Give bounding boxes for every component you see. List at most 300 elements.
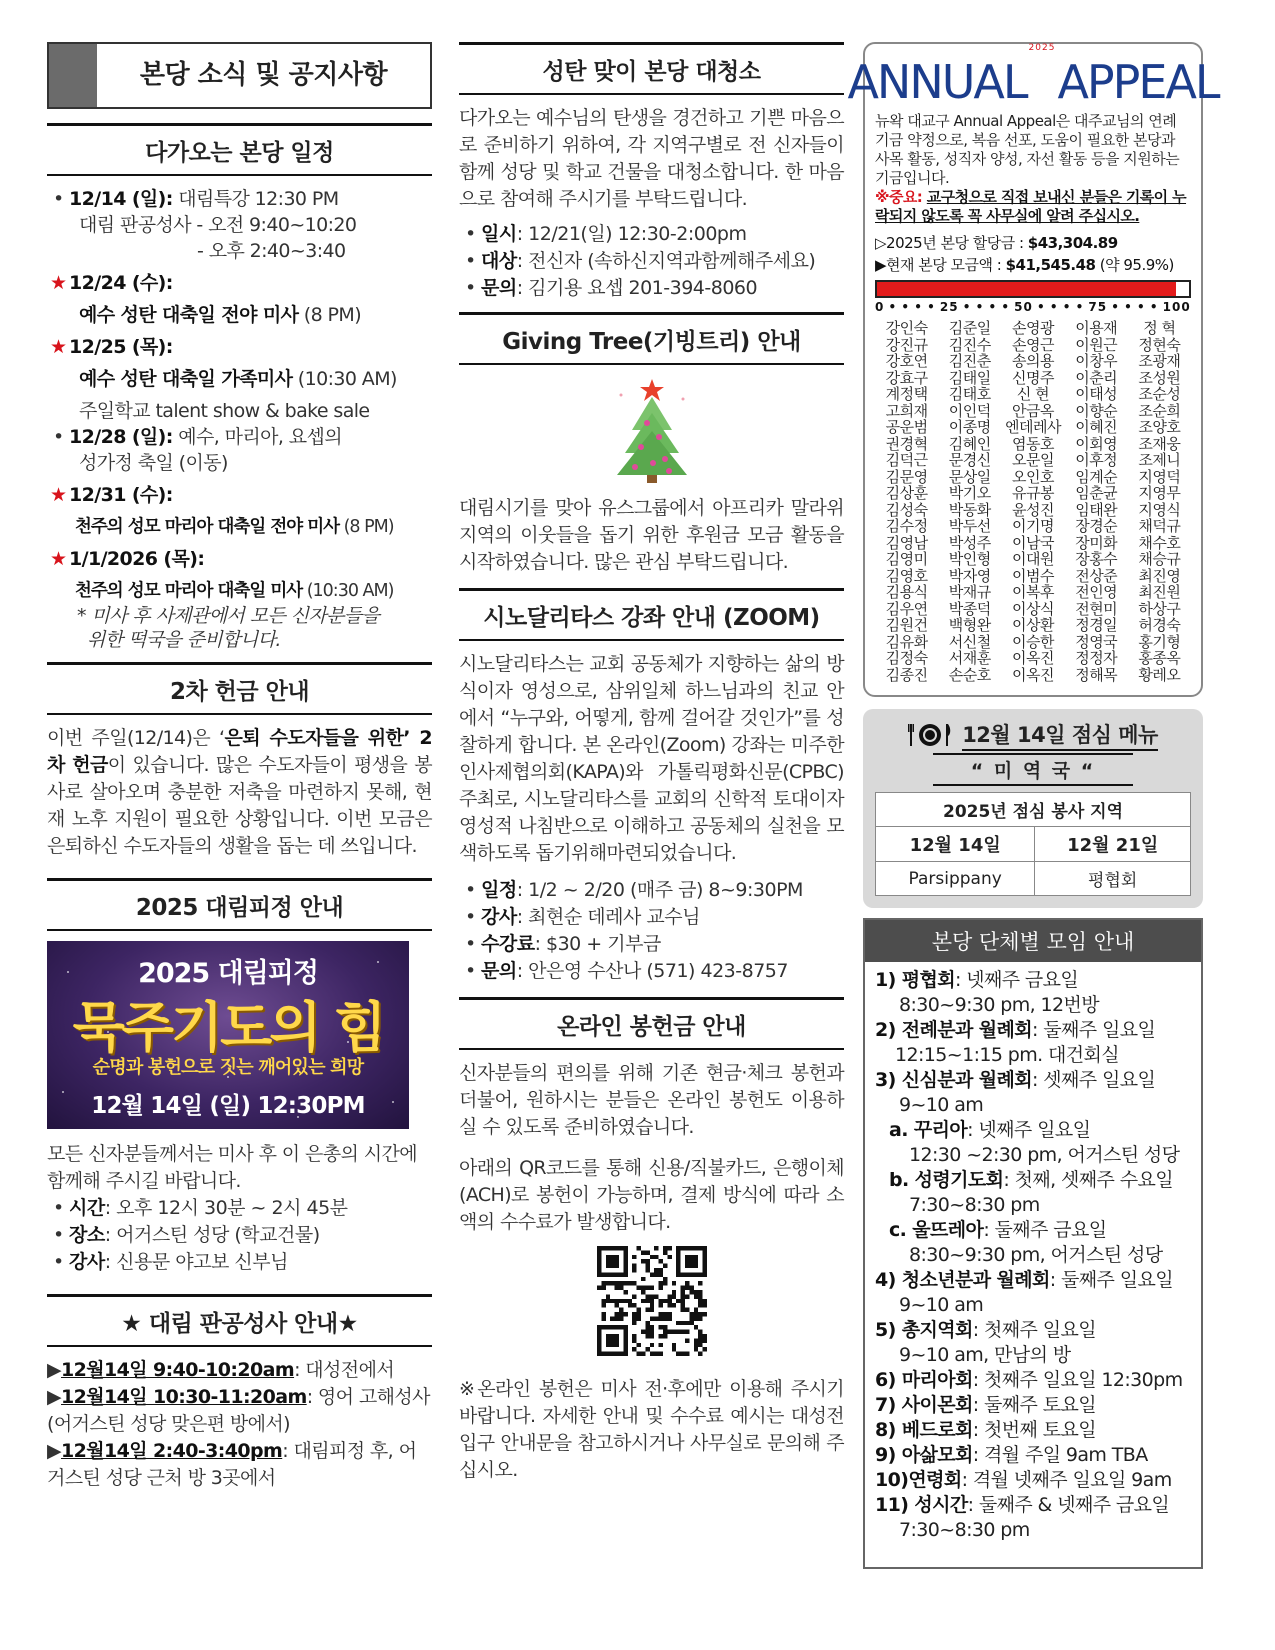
detail-key: 대상 [481, 250, 517, 272]
lunch-title-row [875, 719, 1191, 751]
progress-scale [875, 300, 1191, 314]
schedule-text: 성가정 축일 (이동) [79, 452, 228, 474]
current-percent: (약 95.9%) [1095, 256, 1174, 274]
donor-name: 신명주 [1012, 368, 1054, 387]
group-time: : 셋째주 일요일 [1032, 1069, 1156, 1091]
donor-name: 이혜진 [1075, 418, 1118, 436]
group-name: 6) 마리아회 [875, 1369, 973, 1391]
donor-name: 장미화 [1075, 533, 1118, 552]
service-date: 12월 14일 [876, 827, 1035, 862]
synodal-heading: 시노달리타스 강좌 안내 (ZOOM) [459, 588, 844, 641]
schedule-item [47, 546, 432, 572]
group-detail: 9~10 am, 만남의 방 [899, 1344, 1071, 1366]
lunch-title: 12월 14일 점심 메뉴 [962, 719, 1158, 751]
donor-name: 이태성 [1075, 385, 1118, 403]
collection-text [47, 725, 432, 860]
group-item [875, 1443, 1191, 1468]
group-item [875, 1368, 1191, 1393]
group-time: : 둘째주 일요일 [1032, 1019, 1156, 1041]
main-title-box [47, 42, 432, 109]
donor-name: 이복후 [1012, 583, 1054, 601]
donor-name: 오문일 [1012, 451, 1054, 469]
group-name: 10)연령회 [875, 1469, 962, 1491]
confession-list [47, 1357, 432, 1492]
donor-name: 강효구 [885, 368, 928, 387]
detail-value: : $30 + 기부금 [534, 933, 661, 955]
donor-name: 조광재 [1138, 352, 1181, 370]
banner-title: 2025 대림피정 [138, 958, 318, 989]
schedule-text [47, 302, 432, 328]
christmas-tree-icon [607, 375, 697, 485]
current-value: $41,545.48 [1005, 256, 1096, 274]
donor-name: 이후정 [1075, 451, 1118, 469]
donor-name: 김원건 [885, 616, 928, 634]
retreat-banner [47, 941, 409, 1129]
donor-name: 조순희 [1138, 401, 1181, 420]
donor-name: 장경순 [1075, 517, 1118, 535]
donor-name: 이회영 [1075, 434, 1118, 453]
column-middle [459, 42, 844, 1484]
detail-key: 문의 [481, 960, 517, 982]
donor-name: 김성숙 [885, 500, 928, 519]
detail-value: : 1/2 ~ 2/20 (매주 금) 8~9:30PM [516, 879, 803, 901]
mass-time: (8 PM) [339, 517, 394, 537]
scale-tick: 100 [1162, 300, 1191, 314]
donor-name: 염동호 [1012, 434, 1054, 453]
donor-name: 계정택 [885, 385, 928, 403]
donor-name: 최진영 [1138, 566, 1181, 585]
scale-tick: • [1124, 300, 1133, 314]
donor-name: 정해목 [1075, 665, 1118, 684]
group-detail: 8:30~9:30 pm, 12번방 [899, 994, 1100, 1016]
scale-tick: • [914, 300, 923, 314]
donor-name: 김준일 [948, 319, 991, 337]
group-item [875, 1218, 1191, 1243]
group-name: 9) 아삶모회 [875, 1444, 973, 1466]
donor-name: 김태일 [948, 368, 991, 387]
scale-tick: 50 [1014, 300, 1033, 314]
donor-name: 강인숙 [885, 319, 928, 337]
schedule-text: 주일학교 talent show & bake sale [79, 400, 370, 422]
schedule-date: 12/31 (수): [69, 484, 173, 506]
donor-name: 박기오 [948, 484, 991, 502]
scale-tick: • [1037, 300, 1046, 314]
scale-tick: • [988, 300, 998, 314]
group-detail: 7:30~8:30 pm [899, 1519, 1030, 1541]
scale-tick: 25 [939, 300, 959, 314]
online-heading: 온라인 봉헌금 안내 [459, 997, 844, 1050]
retreat-heading: 2025 대림피정 안내 [47, 878, 432, 931]
donor-name: 서재훈 [948, 649, 991, 667]
schedule-date: 12/25 (목): [69, 336, 173, 358]
donor-name: 엔데레사 [1005, 418, 1061, 436]
detail-value: : 신용문 야고보 신부님 [104, 1251, 288, 1273]
donor-name: 공운범 [885, 418, 928, 436]
donor-name: 지영무 [1138, 484, 1181, 502]
donor-name: 박동화 [948, 500, 991, 519]
qr-code-icon[interactable] [597, 1246, 707, 1356]
group-name: 8) 베드로회 [875, 1419, 973, 1441]
donor-name: 조제니 [1138, 451, 1181, 469]
schedule-heading: 다가오는 본당 일정 [47, 123, 432, 176]
donor-name: 박성주 [948, 533, 991, 552]
donor-name: 이춘리 [1075, 368, 1118, 387]
donor-name: 이범수 [1012, 566, 1054, 585]
donor-name: 고희재 [885, 401, 928, 420]
group-name: 11) 성시간 [875, 1494, 968, 1516]
donor-name: 이옥진 [1012, 649, 1054, 667]
synodal-details [459, 877, 844, 985]
group-item [875, 1268, 1191, 1293]
donor-name: 문상일 [948, 467, 991, 486]
schedule-text: 대림특강 12:30 PM [172, 188, 339, 210]
group-item [875, 968, 1191, 993]
title-accent-bar [49, 44, 97, 107]
schedule-item [47, 186, 432, 212]
detail-value: : 김기용 요셉 201-394-8060 [516, 277, 758, 299]
donor-name: 전현미 [1075, 599, 1118, 618]
donor-name: 이용재 [1075, 319, 1118, 337]
collection-heading: 2차 헌금 안내 [47, 662, 432, 715]
banner-date: 12월 14일 (일) 12:30PM [91, 1093, 365, 1119]
detail-value: : 오후 12시 30분 ~ 2시 45분 [104, 1197, 348, 1219]
donor-name: 유규봉 [1012, 484, 1054, 502]
donor-name: 오인호 [1012, 467, 1054, 486]
synodal-date [459, 877, 844, 904]
group-item [875, 1493, 1191, 1518]
mass-name: 천주의 성모 마리아 대축일 미사 [75, 581, 303, 601]
donor-name: 조순성 [1138, 385, 1181, 403]
confession-time: 12월14일 2:40-3:40pm [61, 1440, 283, 1462]
collection-highlight: 은퇴 수도자들을 위한’ 2차 헌금 [47, 727, 432, 776]
group-time: : 넷째주 금요일 [954, 969, 1079, 991]
schedule-date: 1/1/2026 (목): [69, 548, 205, 570]
confession-place: : 대성전에서 [294, 1359, 395, 1381]
group-item [875, 1393, 1191, 1418]
detail-key: 문의 [481, 277, 517, 299]
giving-text: 대림시기를 맞아 유스그룹에서 아프리카 말라위 지역의 이웃들을 돕기 위한 후원금 모금 활동을 시작하였습니다. 많은 관심 부탁드립니다. [459, 497, 844, 573]
warning-text: 교구청으로 직접 보내신 분들은 기록이 누락되지 않도록 꼭 사무실에 알려 주십시오. [875, 188, 1187, 225]
online-text-2: 아래의 QR코드를 통해 신용/직불카드, 은행이체(ACH)로 봉헌이 가능하며, 결제 방식에 따라 소액의 수수료가 발생합니다. [459, 1157, 844, 1233]
group-detail: 12:30 ~2:30 pm, 어거스틴 성당 [909, 1144, 1180, 1166]
synodal-lecturer [459, 904, 844, 931]
donor-name: 김수정 [885, 517, 928, 535]
detail-key: 수강료 [481, 933, 535, 955]
donor-name: 조재웅 [1138, 434, 1181, 453]
schedule-item [47, 424, 432, 450]
donor-name: 이승한 [1012, 632, 1054, 651]
donor-name: 박두선 [948, 517, 991, 535]
donor-name: 손영근 [1012, 335, 1054, 354]
groups-heading: 본당 단체별 모임 안내 [865, 920, 1201, 962]
lunch-box [863, 709, 1203, 908]
confession-item: ▶12월14일 2:40-3:40pm: 대림피정 후, 어거스틴 성당 근처 방 3곳에서 [47, 1440, 417, 1489]
group-item [875, 1318, 1191, 1343]
group-name: 2) 전례분과 월례회 [875, 1019, 1033, 1041]
service-date: 12월 21일 [1035, 827, 1191, 862]
groups-list [865, 962, 1201, 1549]
appeal-logo-word: ANNUAL [847, 55, 1027, 109]
donor-name: 김영호 [885, 566, 928, 585]
donor-name: 김혜인 [948, 434, 991, 453]
mass-name: 예수 성탄 대축일 전야 미사 [79, 304, 299, 326]
detail-key: 일정 [481, 879, 517, 901]
donor-name: 임태완 [1075, 500, 1118, 519]
confession-place: : 영어 고해성사 (어거스틴 성당 맞은편 방에서) [47, 1386, 430, 1435]
schedule-text: 대림 판공성사 - 오전 9:40~10:20 [79, 214, 357, 236]
group-time: : 넷째주 일요일 [967, 1119, 1091, 1141]
cleaning-target [459, 248, 844, 275]
group-time: : 격월 넷째주 일요일 9am [961, 1469, 1172, 1491]
mass-name: 예수 성탄 대축일 가족미사 [79, 368, 293, 390]
scale-tick: • [901, 300, 911, 314]
donor-name: 김용식 [885, 583, 928, 601]
schedule-item [47, 334, 432, 360]
donor-name: 박종덕 [948, 599, 991, 618]
donor-name: 손순호 [948, 665, 991, 684]
donor-name: 박재규 [948, 583, 991, 601]
schedule-date: 12/24 (수): [69, 272, 173, 294]
donor-name: 강진규 [885, 335, 928, 354]
retreat-details [47, 1195, 432, 1276]
donor-name: 채승규 [1138, 550, 1181, 568]
mass-time: (8 PM) [298, 304, 362, 326]
donor-name: 채덕규 [1138, 517, 1181, 535]
donor-name: 장홍수 [1075, 550, 1118, 568]
group-detail: 7:30~8:30 pm [909, 1194, 1040, 1216]
detail-key: 시간 [69, 1197, 105, 1219]
detail-value: : 어거스틴 성당 (학교건물) [104, 1224, 320, 1246]
schedule-text: 예수, 마리아, 요셉의 [172, 426, 342, 448]
mass-time: (10:30 AM) [302, 581, 394, 601]
cleaning-text: 다가오는 예수님의 탄생을 경건하고 기쁜 마음으로 준비하기 위하여, 각 지역구별로 전 신자들이 함께 성당 및 학교 건물을 대청소합니다. 한 마음으로 참여해 주시기를 부탁드립니다. [459, 107, 844, 210]
scale-tick: 75 [1088, 300, 1108, 314]
donor-name: 김진춘 [948, 352, 991, 370]
donor-name: 권경혁 [885, 434, 928, 453]
group-item [875, 1168, 1191, 1193]
group-item [875, 1068, 1191, 1093]
group-item [875, 1118, 1191, 1143]
group-name: 4) 청소년분과 월례회 [875, 1269, 1050, 1291]
retreat-place [47, 1222, 432, 1249]
banner-headline: 묵주기도의 힘 [72, 996, 384, 1059]
group-detail: 8:30~9:30 pm, 어거스틴 성당 [909, 1244, 1163, 1266]
group-time: : 첫째주 일요일 [972, 1319, 1096, 1341]
synodal-contact [459, 958, 844, 985]
donor-name: 정정자 [1075, 649, 1118, 667]
group-name: 1) 평협회 [875, 969, 955, 991]
detail-value: : 최현순 데레사 교수님 [516, 906, 700, 928]
online-text-3: ※온라인 봉헌은 미사 전·후에만 이용해 주시기 바랍니다. 자세한 안내 및 수수료 예시는 대성전 입구 안내문을 참고하시거나 사무실로 문의해 주십시오. [459, 1378, 844, 1481]
group-detail: 9~10 am [899, 1094, 984, 1116]
appeal-description: 뉴왁 대교구 Annual Appeal은 대주교님의 연례 기금 약정으로, 복음 선포, 도움이 필요한 본당과 사목 활동, 성직자 양성, 자선 활동 등을 지원하는 기금입니다. [875, 112, 1180, 187]
donor-name: 김덕근 [885, 451, 928, 469]
giving-heading: Giving Tree(기빙트리) 안내 [459, 312, 844, 365]
detail-key: 일시 [481, 223, 517, 245]
goal-label: ▷2025년 본당 할당금 : [875, 234, 1028, 252]
donor-name: 전인영 [1075, 583, 1118, 601]
group-time: : 첫째, 셋째주 수요일 [1003, 1169, 1173, 1191]
synodal-fee [459, 931, 844, 958]
schedule-text [47, 514, 432, 540]
donor-name: 김유화 [885, 632, 928, 651]
group-time: : 둘째주 금요일 [983, 1219, 1107, 1241]
current-label: ▶현재 본당 모금액 : [875, 256, 1006, 274]
scale-tick: • [1062, 300, 1072, 314]
donor-name: 허경숙 [1138, 616, 1181, 634]
appeal-logo-year: 2025 [1028, 43, 1056, 53]
schedule-text [47, 578, 432, 604]
donor-name: 김상훈 [885, 484, 928, 502]
mass-time: (10:30 AM) [292, 368, 397, 390]
donor-name: 이종명 [948, 418, 991, 436]
warning-label: ※중요: [875, 188, 927, 206]
group-name: 5) 총지역회 [875, 1319, 973, 1341]
donor-name: 김진수 [948, 335, 991, 354]
donor-name: 정 혁 [1143, 319, 1176, 337]
main-title: 본당 소식 및 공지사항 [139, 60, 388, 90]
group-name: c. 울뜨레아 [889, 1219, 984, 1241]
donor-name: 이대원 [1012, 550, 1054, 568]
donor-name: 이원근 [1075, 335, 1118, 354]
confession-heading: ★ 대림 판공성사 안내★ [47, 1294, 432, 1347]
donor-name: 서신철 [948, 632, 991, 651]
group-name: 7) 사이몬회 [875, 1394, 973, 1416]
group-item [875, 1018, 1191, 1043]
schedule-text [47, 366, 432, 392]
donor-name: 김우연 [885, 599, 928, 618]
appeal-logo [847, 43, 1219, 109]
donor-name: 이옥진 [1012, 665, 1054, 684]
scale-tick: • [975, 300, 985, 314]
donor-name: 안금옥 [1012, 401, 1054, 420]
donor-name: 홍종옥 [1138, 649, 1181, 667]
group-item [875, 1418, 1191, 1443]
lunch-menu: “ 미 역 국 “ [933, 753, 1133, 786]
cleaning-date [459, 221, 844, 248]
group-time: : 둘째주 일요일 [1049, 1269, 1173, 1291]
detail-value: : 전신자 (속하신지역과함께해주세요) [516, 250, 816, 272]
donor-name: 김정숙 [885, 649, 928, 667]
schedule-item [47, 270, 432, 296]
group-time: : 첫째주 일요일 12:30pm [972, 1369, 1183, 1391]
lunch-service-table [875, 792, 1191, 896]
appeal-goal [875, 232, 1191, 254]
confession-time: 12월14일 9:40-10:20am [61, 1359, 295, 1381]
donor-name: 백형완 [948, 616, 991, 634]
retreat-time [47, 1195, 432, 1222]
confession-item: ▶12월14일 9:40-10:20am: 대성전에서 [47, 1359, 395, 1381]
donor-name: 박인형 [948, 550, 991, 568]
donor-name: 임계순 [1075, 467, 1118, 486]
group-name: b. 성령기도회 [889, 1169, 1004, 1191]
schedule-text: - 오후 2:40~3:40 [197, 240, 346, 262]
confession-place: : 대림피정 후, 어거스틴 성당 근처 방 3곳에서 [47, 1440, 417, 1489]
detail-key: 장소 [69, 1224, 105, 1246]
donor-name: 신 현 [1016, 385, 1050, 403]
schedule-date: 12/28 (일): [69, 426, 173, 448]
donor-name: 정현숙 [1138, 335, 1181, 354]
donor-name: 지영덕 [1138, 467, 1181, 486]
donor-name: 이기명 [1012, 517, 1054, 535]
group-time: : 둘째주 & 넷째주 금요일 [967, 1494, 1170, 1516]
scale-tick: • [962, 300, 972, 314]
donor-name: 김문영 [885, 467, 928, 486]
appeal-warning [875, 188, 1191, 226]
service-group: Parsippany [876, 862, 1035, 896]
cleaning-details [459, 221, 844, 302]
donor-name: 황레오 [1138, 665, 1181, 684]
banner-subtitle: 순명과 봉헌으로 짓는 깨어있는 희망 [92, 1057, 364, 1078]
donor-name: 이창우 [1075, 352, 1118, 370]
donor-name: 홍기형 [1138, 632, 1181, 651]
schedule-list [47, 186, 432, 652]
donor-name: 이인덕 [948, 401, 991, 420]
online-text-1: 신자분들의 편의를 위해 기존 현금·체크 봉헌과 더불어, 원하시는 분들은 온라인 봉헌도 이용하실 수 있도록 준비하였습니다. [459, 1062, 844, 1138]
appeal-progress-bar [875, 280, 1191, 298]
donor-name: 강호연 [885, 352, 928, 370]
donor-name: 문경신 [948, 451, 991, 469]
group-detail: 12:15~1:15 pm. 대건회실 [895, 1044, 1120, 1066]
detail-key: 강사 [481, 906, 517, 928]
goal-value: $43,304.89 [1027, 234, 1118, 252]
column-left [47, 42, 432, 1492]
donor-name: 채수호 [1138, 533, 1181, 552]
groups-box [863, 918, 1203, 1569]
group-name: a. 꾸리아 [889, 1119, 968, 1141]
synodal-text: 시노달리타스는 교회 공동체가 지향하는 삶의 방식이자 영성으로, 삼위일체 하느님과의 친교 안에서 “누구와, 어떻게, 함께 걸어갈 것인가”를 성찰하게 합니다. 본 온라인(Zoom) 강좌는 미주한인사제협의회(KAPA)와 가톨릭평화신문(CPBC) 주최로, 시노달리타스를 교회의 신학적 토대이자 영성적 나침반으로 이해하고 공동체의 실천을 모색하도록 돕기위해마련되었습니다. [459, 653, 844, 864]
donor-name: 이상식 [1012, 599, 1054, 618]
detail-value: : 안은영 수산나 (571) 423-8757 [516, 960, 788, 982]
donor-name: 최진원 [1138, 583, 1181, 601]
donor-name: 이향순 [1075, 401, 1118, 420]
donor-name: 박자영 [948, 566, 991, 585]
column-right [847, 42, 1219, 1569]
donor-name: 김영미 [885, 550, 928, 568]
retreat-lecturer [47, 1249, 432, 1276]
donor-name: 송의용 [1012, 352, 1054, 370]
group-name: 3) 신심분과 월례회 [875, 1069, 1033, 1091]
collection-text-part: 이 있습니다. 많은 수도자들이 평생을 봉사로 살아오며 충분한 저축을 마련하지 못해, 현재 노후 지원이 필요한 상황입니다. 이번 모금은 은퇴하신 수도자들의 생활을 돕는 데 쓰입니다. [47, 754, 432, 857]
group-item [875, 1468, 1191, 1493]
service-group: 평협회 [1035, 862, 1191, 896]
donor-names [875, 320, 1191, 683]
confession-time: 12월14일 10:30-11:20am [61, 1386, 307, 1408]
donor-name: 김영남 [885, 533, 928, 552]
service-title: 2025년 점심 봉사 지역 [876, 793, 1191, 827]
plate-utensils-icon [908, 722, 952, 748]
appeal-logo-word: APPEAL [1057, 55, 1219, 109]
schedule-note: 위한 떡국을 준비합니다. [87, 629, 281, 651]
cleaning-heading: 성탄 맞이 본당 대청소 [459, 42, 844, 95]
scale-tick: • [1111, 300, 1120, 314]
schedule-date: 12/14 (일): [69, 188, 173, 210]
scale-tick: • [1149, 300, 1159, 314]
scale-tick: 0 [875, 300, 885, 314]
donor-name: 손영광 [1012, 319, 1054, 337]
donor-name: 이남국 [1012, 533, 1054, 552]
scale-tick: • [1136, 300, 1146, 314]
scale-tick: • [1001, 300, 1010, 314]
donor-name: 지영식 [1138, 500, 1181, 519]
donor-name: 전상준 [1075, 566, 1118, 585]
donor-name: 김종진 [885, 665, 928, 684]
scale-tick: • [927, 300, 936, 314]
detail-value: : 12/21(일) 12:30-2:00pm [516, 223, 747, 245]
donor-name: 김태호 [948, 385, 991, 403]
scale-tick: • [1075, 300, 1085, 314]
scale-tick: • [888, 300, 898, 314]
